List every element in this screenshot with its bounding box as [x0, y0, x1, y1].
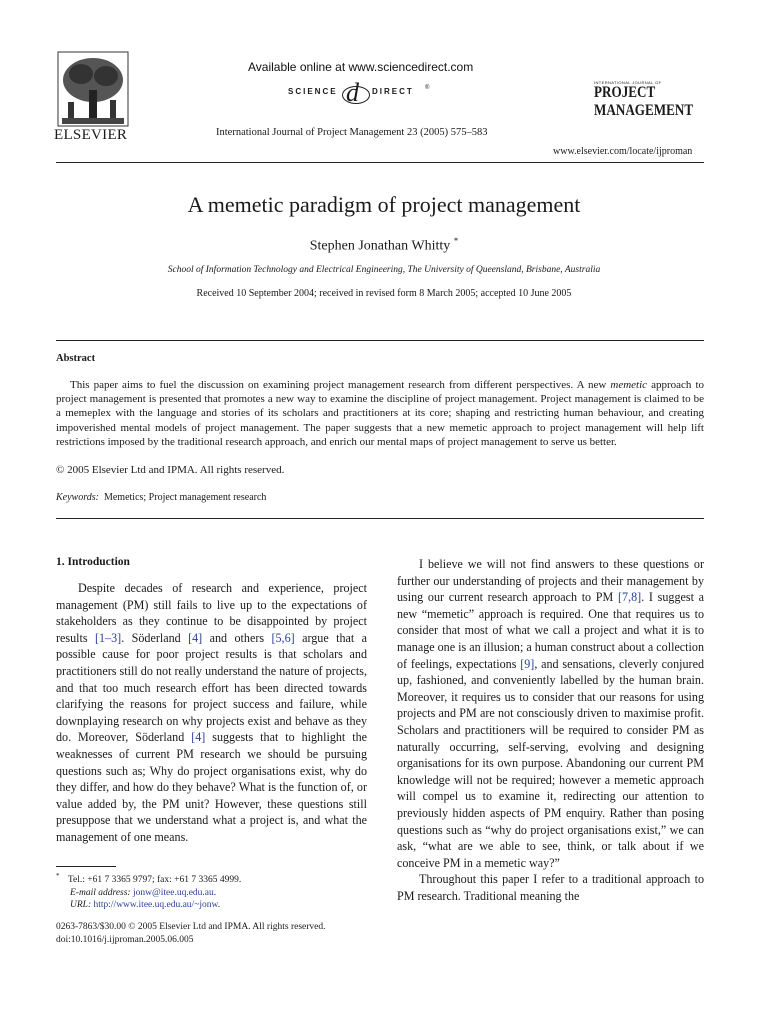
author-line [0, 236, 768, 255]
footnote-url-label: URL: [70, 900, 92, 911]
intro-p1-text-e: suggests that to highlight the weaknesses of current PM research we should be pursuing questions such as; Why do project organisations exist, why do they differ, and how do they behave? What is the function of, or value added by, the PM unit? However, these questions still presuppose that we understand what a project is, and what the management of one means. [56, 730, 367, 844]
left-column [56, 556, 367, 846]
header-divider [56, 162, 704, 163]
abstract-text-em: memetic [610, 379, 648, 391]
sciencedirect-logo [288, 78, 438, 107]
intro-paragraph-2 [397, 556, 704, 871]
abstract-bottom-divider [56, 518, 704, 519]
journal-logo-line1: PROJECT [594, 84, 656, 101]
journal-url[interactable]: www.elsevier.com/locate/ijproman [553, 146, 693, 157]
intro-p1-text-c: and others [209, 630, 265, 645]
section-heading-introduction: 1. Introduction [56, 556, 130, 568]
footnote-email-link[interactable]: jonw@itee.uq.edu.au [132, 887, 214, 898]
intro-p1-text-a: Despite decades of research and experience, project management (PM) still fails to live up to the expectations of stakeholders as they continue to be disappointed by project results [56, 581, 367, 645]
abstract-body [56, 378, 704, 449]
footnote-url-link[interactable]: http://www.itee.uq.edu.au/~jonw [93, 900, 218, 911]
footnote-url-line: URL: http://www.itee.uq.edu.au/~jonw. [70, 900, 221, 911]
registered-mark: ® [425, 85, 430, 91]
keywords-line [56, 492, 266, 503]
abstract-heading: Abstract [56, 353, 96, 364]
intro-p2-text-b: . I suggest a new “memetic” approach is required. One that requires us to consider that most of what we call a project and what it is to manage one is an illusion; a human construct about a collection of feelings, expectations [397, 590, 705, 671]
footnote-block [56, 870, 367, 912]
citation-link-4-second[interactable]: [4] [191, 730, 206, 745]
intro-p2-text-a: I believe we will not find answers to these questions or further our understanding of projects and their management by using our current research approach to PM [397, 557, 704, 605]
footnote-mark: * [56, 872, 60, 880]
publisher-name: ELSEVIER [54, 127, 128, 143]
footnote-email-line: E-mail address: jonw@itee.uq.edu.au. [70, 887, 217, 898]
intro-p2-text-c: , and sensations, cleverly conjured up, fashioned, and conveniently labelled by the human brain. Moreover, it requires us to consider that our reasons for using projects and PM are not consciously driven to maximise profit. Scholars and practitioners will be required to consider PM as naturally occurring, self-serving, evolving and designing organisations for its own purpose. Abandoning our current PM knowledge will not be required; however a memetic approach will compel us to examine it, redirecting our attention to previously hidden aspects of PM enquiry. Rather than posing questions such as “why do project organisations exist,” we can ask, “what are we able to see, think, or talk about if we conceive PM in a memetic way?” [397, 656, 704, 870]
abstract-top-divider [56, 340, 704, 341]
keywords-text: Memetics; Project management research [103, 492, 267, 503]
citation-link-5-6[interactable]: [5,6] [271, 630, 295, 645]
author-footnote-mark[interactable]: * [453, 236, 459, 246]
abstract-text-2: approach to project management is presented that promotes a new way to examine the discipline of project management. Project management is claimed to be a memeplex with the language and stories of its scholars and practitioners at its core; shaping and restricting human behaviour, and creating impoverished mental models of project management. The paper suggests that a new memetic approach to project management will help lift restrictions imposed by the traditional research approach, and enrich our mental maps of project management to serve us better. [56, 379, 704, 448]
received-dates: Received 10 September 2004; received in revised form 8 March 2005; accepted 10 June 2005 [196, 288, 572, 299]
citation-link-4[interactable]: [4] [188, 630, 203, 645]
right-column [397, 556, 704, 904]
elsevier-tree-icon [56, 50, 130, 128]
sciencedirect-left: SCIENCE [288, 87, 338, 96]
sciencedirect-d-icon: d [346, 78, 359, 107]
intro-paragraph-3: Throughout this paper I refer to a traditional approach to PM research. Traditional meaning the [397, 872, 704, 903]
elsevier-logo [56, 50, 130, 146]
abstract-copyright: © 2005 Elsevier Ltd and IPMA. All rights reserved. [56, 464, 285, 476]
footnote-tel-line [56, 870, 367, 887]
affiliation: School of Information Technology and Electrical Engineering, The University of Queensland, Brisbane, Australia [167, 265, 601, 275]
intro-p1-text-d: argue that a possible cause for poor project results is that scholars and practitioners still do not really understand the nature of projects, and that too much research effort has been directed towards clarifying the reasons for project success and failure, while downplaying research on why projects exist and behave as they do. Moreover, Söderland [56, 630, 368, 745]
citation-link-9[interactable]: [9] [520, 656, 535, 671]
footnote-tel: Tel.: +61 7 3365 9797; fax: +61 7 3365 4999. [67, 875, 242, 886]
citation-link-7-8[interactable]: [7,8] [618, 590, 642, 605]
issn-line: 0263-7863/$30.00 © 2005 Elsevier Ltd and IPMA. All rights reserved. [56, 922, 326, 932]
keywords-label: Keywords: [56, 492, 99, 503]
sciencedirect-right: DIRECT [372, 87, 414, 96]
author-name: Stephen Jonathan Whitty [309, 238, 451, 254]
footnote-divider [56, 866, 116, 867]
intro-paragraph-1 [56, 580, 367, 846]
article-title: A memetic paradigm of project management [187, 192, 581, 217]
doi-line: doi:10.1016/j.ijproman.2005.06.005 [56, 935, 194, 945]
journal-citation: International Journal of Project Management 23 (2005) 575–583 [216, 127, 488, 138]
available-online-text: Available online at www.sciencedirect.com [248, 60, 474, 74]
intro-p1-text-b: . Söderland [121, 630, 181, 645]
footnote-email-label: E-mail address: [70, 887, 131, 898]
journal-logo-line2: MANAGEMENT [594, 102, 694, 119]
abstract-text-1: This paper aims to fuel the discussion on examining project management research from different perspectives. A new [70, 379, 607, 391]
journal-logo-small: INTERNATIONAL JOURNAL OF [594, 80, 662, 85]
citation-link-1-3[interactable]: [1–3] [95, 630, 122, 645]
